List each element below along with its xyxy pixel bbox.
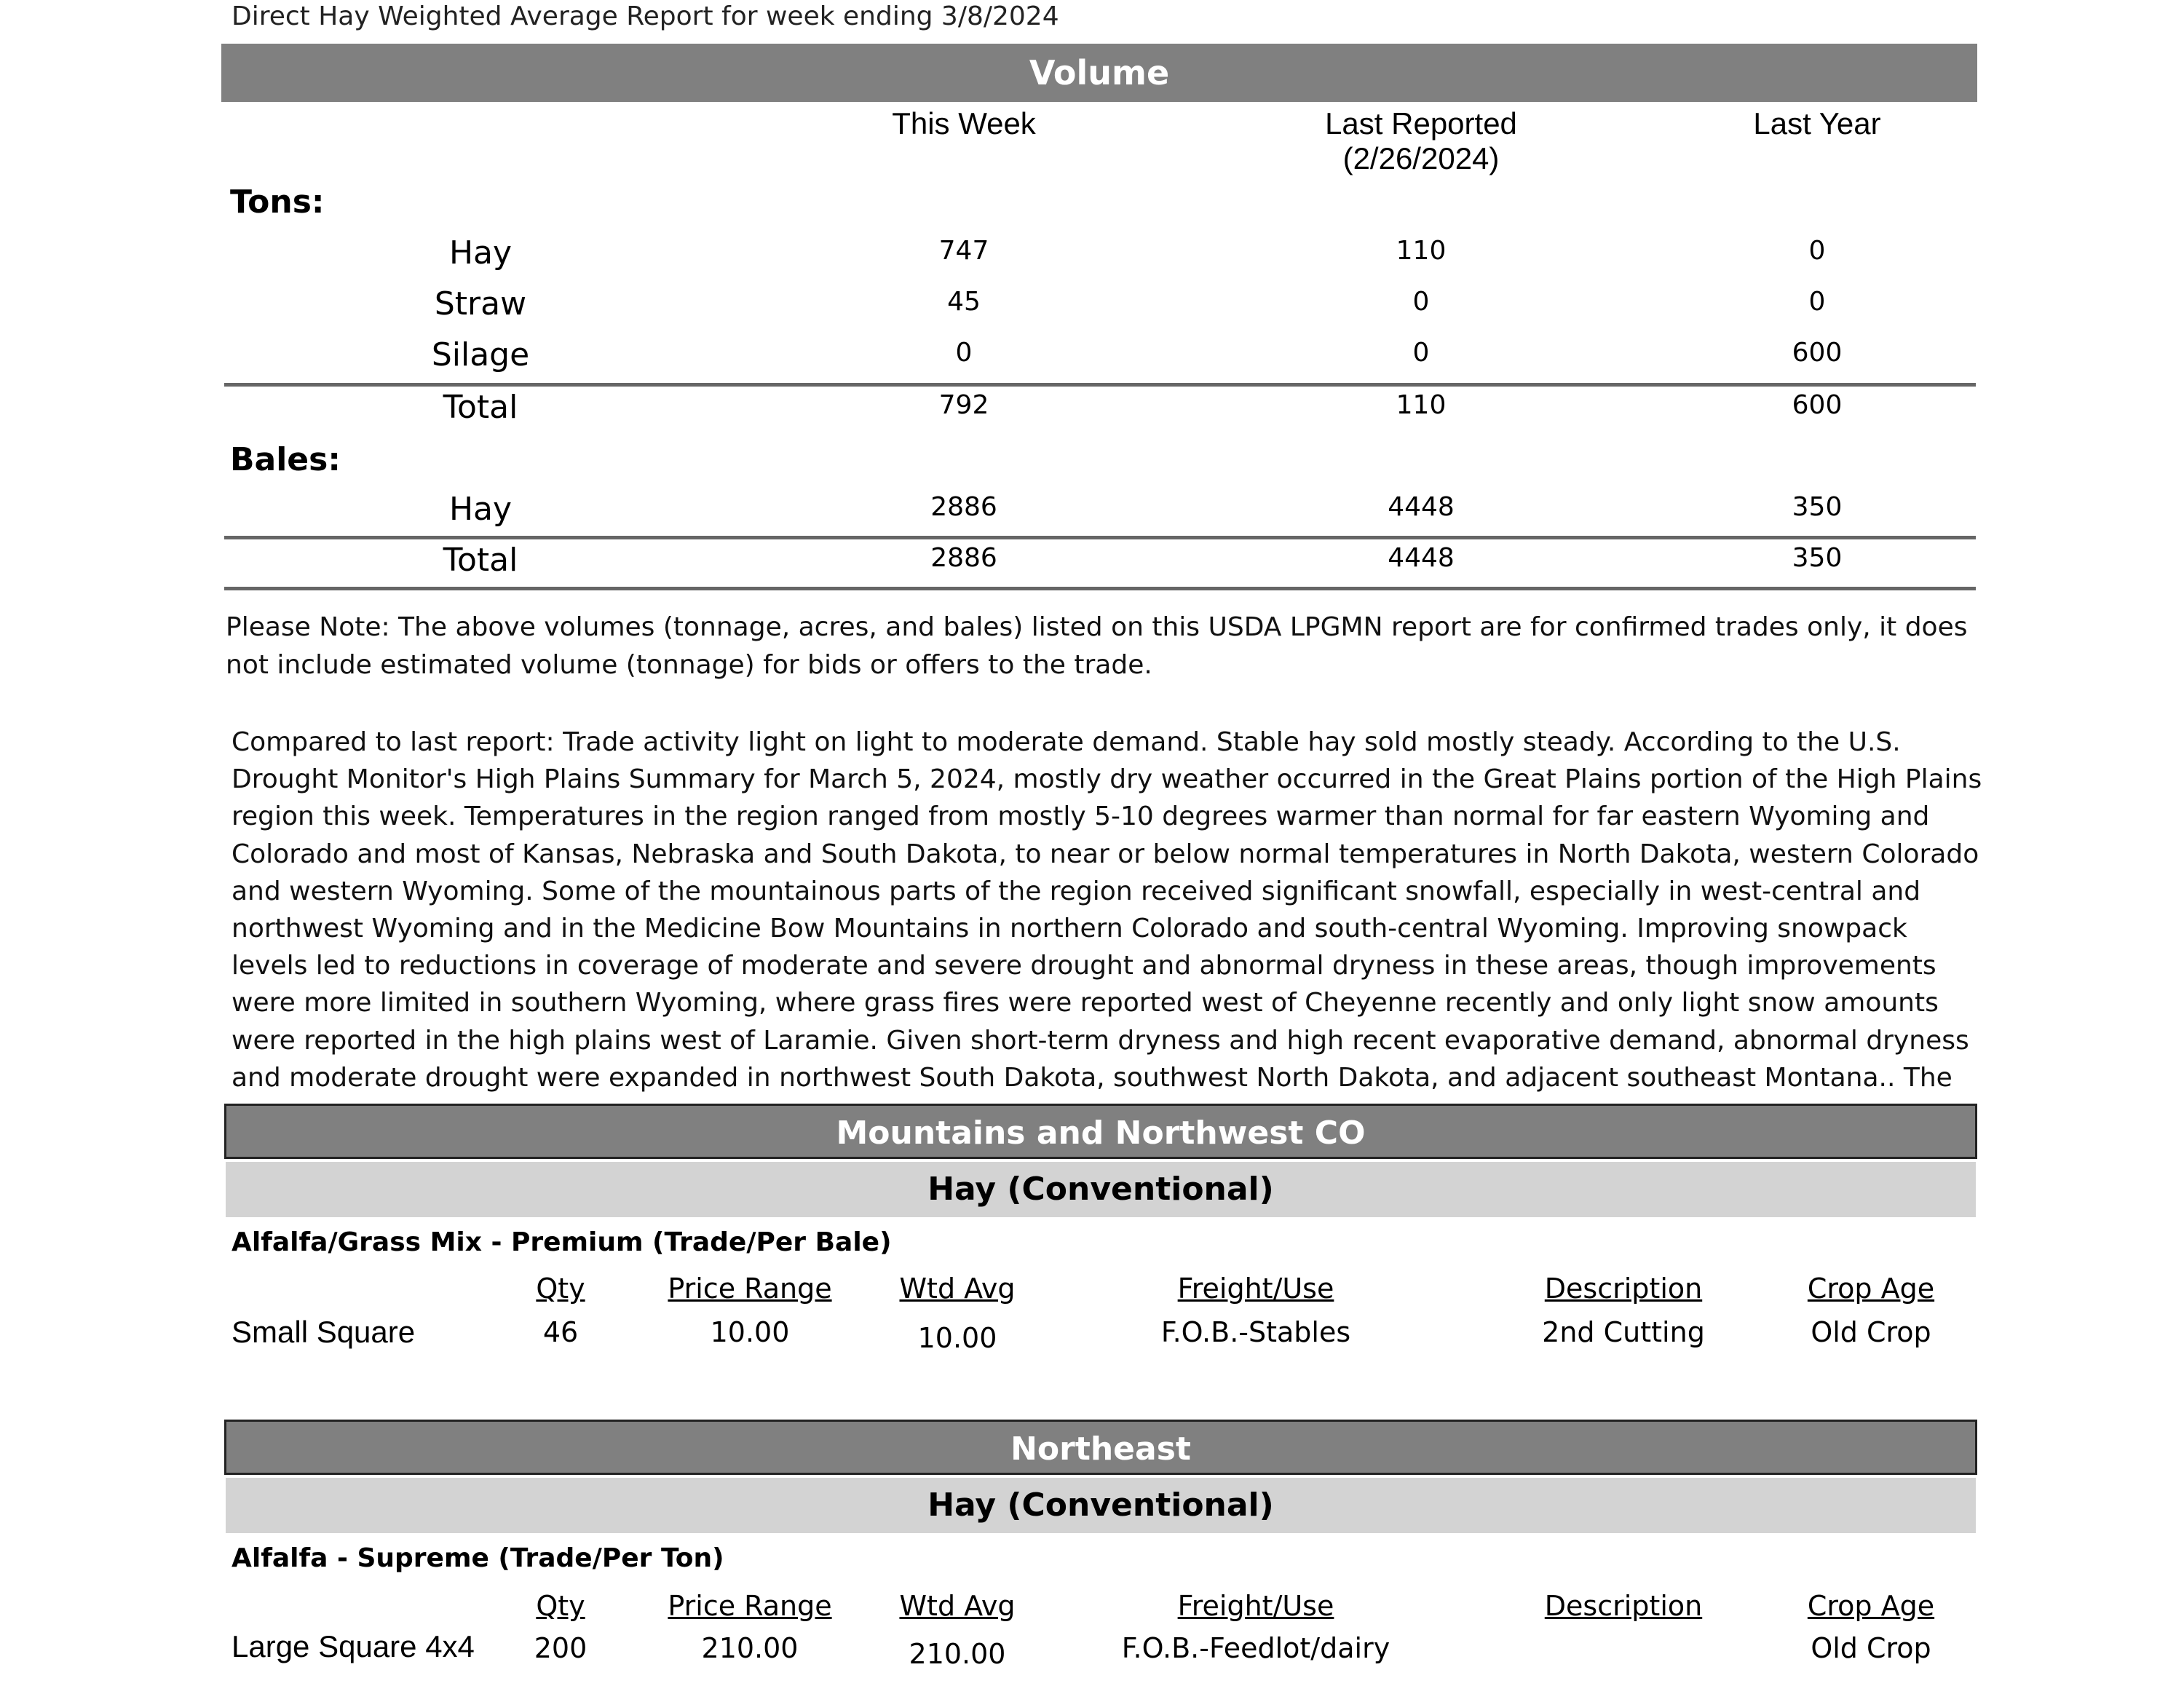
bales-total-label: Total: [443, 542, 518, 579]
region-header: Mountains and Northwest CO: [224, 1104, 1977, 1159]
divider: [224, 587, 1976, 590]
crop-age-value: Old Crop: [1811, 1316, 1931, 1348]
col-wtd-avg: Wtd Avg: [899, 1273, 1016, 1305]
package-name: Large Square 4x4: [232, 1629, 475, 1663]
tons-label: Tons:: [230, 183, 325, 221]
divider: [224, 383, 1976, 387]
col-crop-age: Crop Age: [1807, 1273, 1935, 1305]
tons-hay-last-reported: 110: [1396, 236, 1447, 266]
col-this-week: This Week: [892, 106, 1036, 140]
tons-row-label: Straw: [434, 285, 527, 322]
col-freight-use: Freight/Use: [1177, 1590, 1334, 1622]
wtd-avg-value: 10.00: [917, 1322, 997, 1354]
freight-use-value: F.O.B.-Stables: [1160, 1316, 1351, 1348]
col-wtd-avg: Wtd Avg: [899, 1590, 1016, 1622]
tons-silage-this-week: 0: [955, 338, 973, 368]
tons-total-this-week: 792: [938, 390, 989, 420]
tons-straw-last-year: 0: [1808, 287, 1826, 317]
category-header: Hay (Conventional): [226, 1478, 1976, 1533]
tons-hay-last-year: 0: [1808, 236, 1826, 266]
col-last-year: Last Year: [1753, 106, 1881, 140]
product-title: Alfalfa - Supreme (Trade/Per Ton): [232, 1543, 724, 1573]
qty-value: 46: [542, 1316, 579, 1348]
col-description: Description: [1544, 1590, 1703, 1622]
volume-note: Please Note: The above volumes (tonnage, acres, and bales) listed on this USDA LPGMN report are for confirmed trades only, it does not include estimated volume (tonnage) for bids or offers to the trade.: [226, 612, 1968, 680]
tons-hay-this-week: 747: [938, 236, 989, 266]
bales-total-last-year: 350: [1792, 543, 1843, 573]
col-qty: Qty: [536, 1273, 585, 1305]
tons-straw-last-reported: 0: [1412, 287, 1430, 317]
col-last-reported-label: Last Reported: [1325, 106, 1517, 140]
category-header: Hay (Conventional): [226, 1162, 1976, 1217]
freight-use-value: F.O.B.-Feedlot/dairy: [1121, 1632, 1390, 1664]
tons-total-label: Total: [443, 389, 518, 426]
col-crop-age: Crop Age: [1807, 1590, 1935, 1622]
price-range-value: 10.00: [710, 1316, 790, 1348]
price-range-value: 210.00: [701, 1632, 799, 1664]
col-price-range: Price Range: [668, 1273, 832, 1305]
bales-hay-last-year: 350: [1792, 492, 1843, 522]
bales-row-label: Hay: [448, 491, 513, 528]
product-title: Alfalfa/Grass Mix - Premium (Trade/Per Bale): [232, 1227, 892, 1257]
crop-age-value: Old Crop: [1811, 1632, 1931, 1664]
tons-total-last-year: 600: [1792, 390, 1843, 420]
tons-total-last-reported: 110: [1396, 390, 1447, 420]
col-freight-use: Freight/Use: [1177, 1273, 1334, 1305]
wtd-avg-value: 210.00: [909, 1638, 1006, 1670]
bales-hay-this-week: 2886: [930, 492, 997, 522]
package-name: Small Square: [232, 1315, 416, 1349]
tons-row-label: Hay: [448, 234, 513, 272]
bales-hay-last-reported: 4448: [1388, 492, 1455, 522]
description-value: 2nd Cutting: [1542, 1316, 1705, 1348]
bales-label: Bales:: [230, 441, 341, 478]
col-last-reported-date: (2/26/2024): [1342, 141, 1500, 175]
col-price-range: Price Range: [668, 1590, 832, 1622]
bales-total-last-reported: 4448: [1388, 543, 1455, 573]
tons-silage-last-reported: 0: [1412, 338, 1430, 368]
report-title: Direct Hay Weighted Average Report for week ending 3/8/2024: [232, 1, 1059, 31]
tons-silage-last-year: 600: [1792, 338, 1843, 368]
bales-total-this-week: 2886: [930, 543, 997, 573]
col-last-reported: [1232, 106, 1610, 176]
tons-row-label: Silage: [431, 336, 530, 373]
tons-straw-this-week: 45: [947, 287, 981, 317]
volume-header: Volume: [221, 44, 1977, 102]
col-description: Description: [1544, 1273, 1703, 1305]
region-header: Northeast: [224, 1420, 1977, 1475]
market-commentary: Compared to last report: Trade activity light on light to moderate demand. Stable hay sold mostly steady. According to the U.S. Drought Monitor's High Plains Summary for March 5, 2024, mostly dry weather occurred in the Great Plains portion of the High Plains region this week. Temperatures in the region ranged from mostly 5-10 degrees warmer than normal for far eastern Wyoming and Colorado and most of Kansas, Nebraska and South Dakota, to near or below normal temperatures in North Dakota, western Colorado and western Wyoming. Some of the mountainous parts of the region received significant snowfall, especially in west-central and northwest Wyoming and in the Medicine Bow Mountains in northern Colorado and south-central Wyoming. Improving snowpack levels led to reductions in coverage of moderate and severe drought and abnormal dryness in these areas, though improvements were more limited in southern Wyoming, where grass fires were reported west of Cheyenne recently and only light snow amounts were reported in the high plains west of Laramie. Given short-term dryness and high recent evaporative demand, abnormal dryness and moderate drought were expanded in northwest South Dakota, southwest North Dakota, and adjacent southeast Montana.. The: [232, 727, 1982, 1093]
qty-value: 200: [534, 1632, 587, 1664]
divider: [224, 536, 1976, 539]
col-qty: Qty: [536, 1590, 585, 1622]
